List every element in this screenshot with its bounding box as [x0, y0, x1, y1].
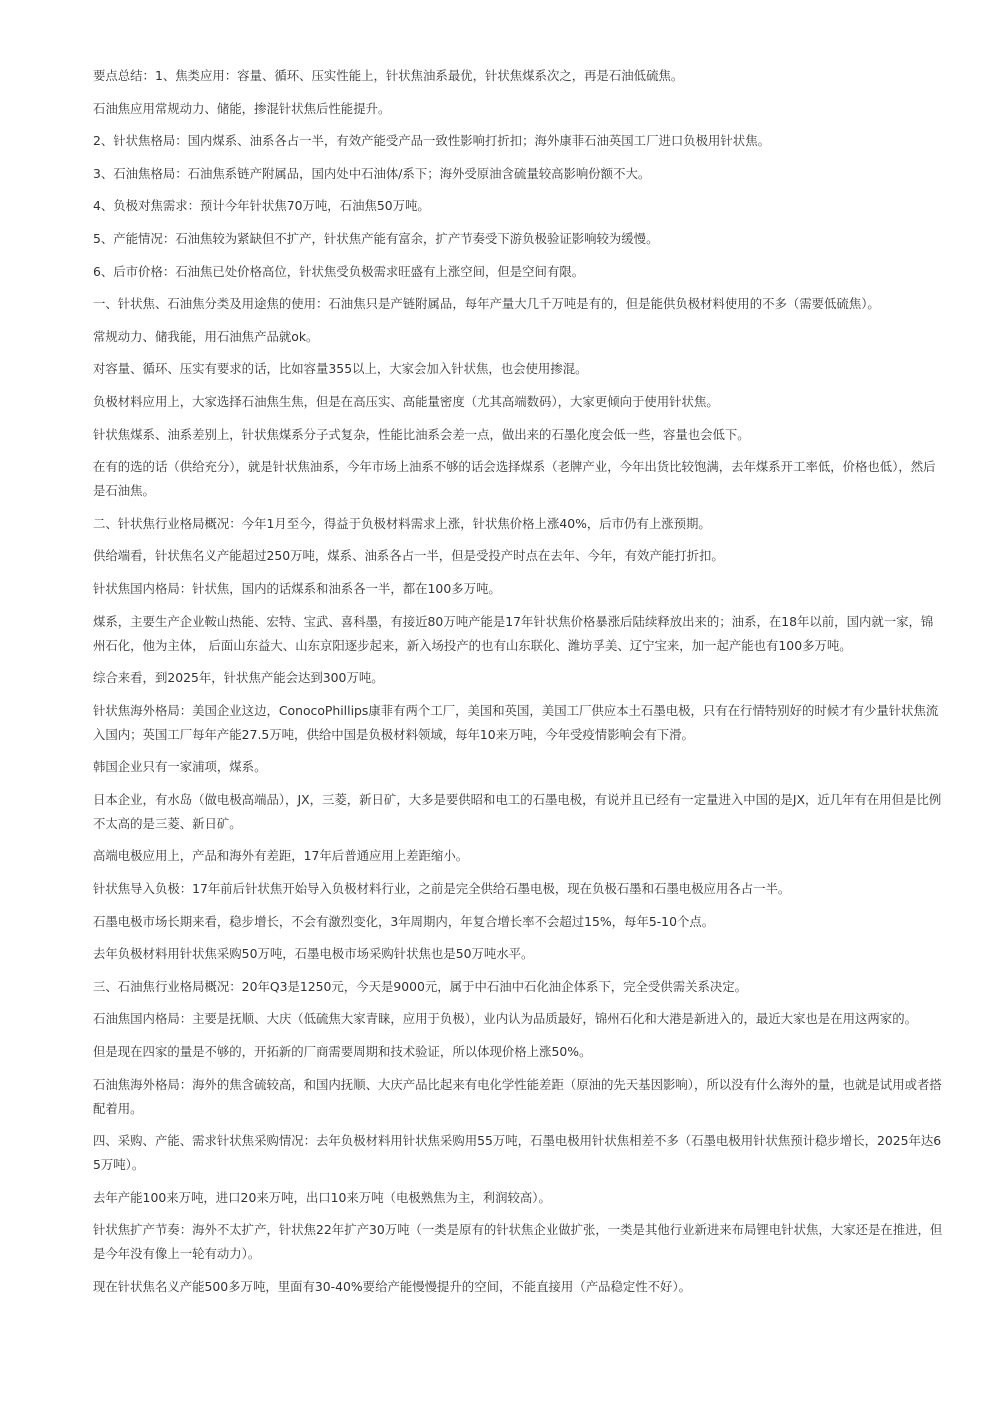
body-paragraph: 石油焦海外格局：海外的焦含硫较高，和国内抚顺、大庆产品比起来有电化学性能差距（原油的先天基因影响），所以没有什么海外的量，也就是试用或者搭配着用。 [93, 1076, 942, 1116]
body-paragraph: 在有的选的话（供给充分），就是针状焦油系，今年市场上油系不够的话会选择煤系（老牌产业，今年出货比较饱满，去年煤系开工率低，价格也低），然后是石油焦。 [93, 459, 936, 499]
summary-paragraph: 6、后市价格：石油焦已处价格高位，针状焦受负极需求旺盛有上涨空间，但是空间有限。 [93, 263, 585, 279]
body-paragraph: 常规动力、储我能，用石油焦产品就ok。 [93, 328, 319, 344]
body-paragraph: 但是现在四家的量是不够的，开拓新的厂商需要周期和技术验证，所以体现价格上涨50%。 [93, 1044, 592, 1060]
body-paragraph: 针状焦扩产节奏：海外不太扩产，针状焦22年扩产30万吨（一类是原有的针状焦企业做扩张，一类是其他行业新进来布局锂电针状焦，大家还是在推进，但是今年没有像上一轮有动力）。 [93, 1222, 943, 1262]
body-paragraph: 石墨电极市场长期来看，稳步增长，不会有激烈变化，3年周期内，年复合增长率不会超过15%，每年5-10个点。 [93, 913, 715, 929]
body-paragraph: 针状焦导入负极：17年前后针状焦开始导入负极材料行业，之前是完全供给石墨电极，现在负极石墨和石墨电极应用各占一半。 [93, 881, 791, 897]
section-one-heading-paragraph: 一、针状焦、石油焦分类及用途焦的使用：石油焦只是产链附属品，每年产量大几千万吨是有的，但是能供负极材料使用的不多（需要低硫焦）。 [93, 296, 880, 312]
summary-paragraph: 2、针状焦格局：国内煤系、油系各占一半，有效产能受产品一致性影响打折扣；海外康菲石油英国工厂进口负极用针状焦。 [93, 133, 770, 149]
body-paragraph: 综合来看，到2025年，针状焦产能会达到300万吨。 [93, 670, 384, 686]
summary-paragraph: 要点总结：1、焦类应用：容量、循环、压实性能上，针状焦油系最优，针状焦煤系次之，再是石油低硫焦。 [93, 68, 684, 83]
body-paragraph: 针状焦煤系、油系差别上，针状焦煤系分子式复杂，性能比油系会差一点，做出来的石墨化度会低一些，容量也会低下。 [93, 426, 750, 442]
summary-paragraph: 5、产能情况：石油焦较为紧缺但不扩产，针状焦产能有富余，扩产节奏受下游负极验证影响较为缓慢。 [93, 230, 659, 246]
document-body [93, 64, 945, 1308]
body-paragraph: 去年负极材料用针状焦采购50万吨，石墨电极市场采购针状焦也是50万吨水平。 [93, 946, 534, 962]
body-paragraph: 高端电极应用上，产品和海外有差距，17年后普通应用上差距缩小。 [93, 848, 469, 864]
summary-paragraph: 石油焦应用常规动力、储能，掺混针状焦后性能提升。 [93, 100, 391, 116]
body-paragraph: 去年产能100来万吨，进口20来万吨，出口10来万吨（电极熟焦为主，利润较高）。 [93, 1189, 551, 1205]
section-four-heading-paragraph: 四、采购、产能、需求针状焦采购情况：去年负极材料用针状焦采购用55万吨，石墨电极用针状焦相差不多（石墨电极用针状焦预计稳步增长，2025年达65万吨）。 [93, 1133, 942, 1173]
section-three-heading-paragraph: 三、石油焦行业格局概况：20年Q3是1250元，今天是9000元，属于中石油中石化油企体系下，完全受供需关系决定。 [93, 978, 748, 994]
body-paragraph: 对容量、循环、压实有要求的话，比如容量355以上，大家会加入针状焦，也会使用掺混。 [93, 361, 588, 377]
body-paragraph: 针状焦海外格局：美国企业这边，ConocoPhillips康菲有两个工厂，美国和英国，美国工厂供应本土石墨电极，只有在行情特别好的时候才有少量针状焦流入国内；英国工厂每年产能27.5万吨，供给中国是负极材料领域，每年10来万吨，今年受疫情影响会有下滑。 [93, 702, 939, 742]
body-paragraph: 煤系，主要生产企业鞍山热能、宏特、宝武、喜科墨，有接近80万吨产能是17年针状焦价格暴涨后陆续释放出来的；油系，在18年以前，国内就一家，锦州石化，他为主体， 后面山东益大、山东京阳逐步起来，新入场投产的也有山东联化、潍坊孚美、辽宁宝来，加一起产能也有100多万吨。 [93, 613, 934, 653]
summary-paragraph: 4、负极对焦需求：预计今年针状焦70万吨，石油焦50万吨。 [93, 198, 430, 214]
body-paragraph: 针状焦国内格局：针状焦，国内的话煤系和油系各一半，都在100多万吨。 [93, 580, 501, 596]
body-paragraph: 供给端看，针状焦名义产能超过250万吨，煤系、油系各占一半，但是受投产时点在去年、今年，有效产能打折扣。 [93, 548, 724, 564]
body-paragraph: 石油焦国内格局：主要是抚顺、大庆（低硫焦大家青睐，应用于负极），业内认为品质最好，锦州石化和大港是新进入的，最近大家也是在用这两家的。 [93, 1011, 917, 1027]
body-paragraph: 负极材料应用上，大家选择石油焦生焦，但是在高压实、高能量密度（尤其高端数码），大家更倾向于使用针状焦。 [93, 393, 719, 409]
section-two-heading-paragraph: 二、针状焦行业格局概况：今年1月至今，得益于负极材料需求上涨，针状焦价格上涨40%，后市仍有上涨预期。 [93, 515, 711, 531]
body-paragraph: 现在针状焦名义产能500多万吨，里面有30-40%要给产能慢慢提升的空间，不能直接用（产品稳定性不好）。 [93, 1279, 692, 1294]
body-paragraph: 日本企业，有水岛（做电极高端品），JX，三菱，新日矿，大多是要供昭和电工的石墨电极，有说并且已经有一定量进入中国的是JX，近几年有在用但是比例不太高的是三菱、新日矿。 [93, 791, 942, 831]
body-paragraph: 韩国企业只有一家浦项，煤系。 [93, 759, 267, 775]
summary-paragraph: 3、石油焦格局：石油焦系链产附属品，国内处中石油体/系下；海外受原油含硫量较高影响份额不大。 [93, 165, 651, 181]
